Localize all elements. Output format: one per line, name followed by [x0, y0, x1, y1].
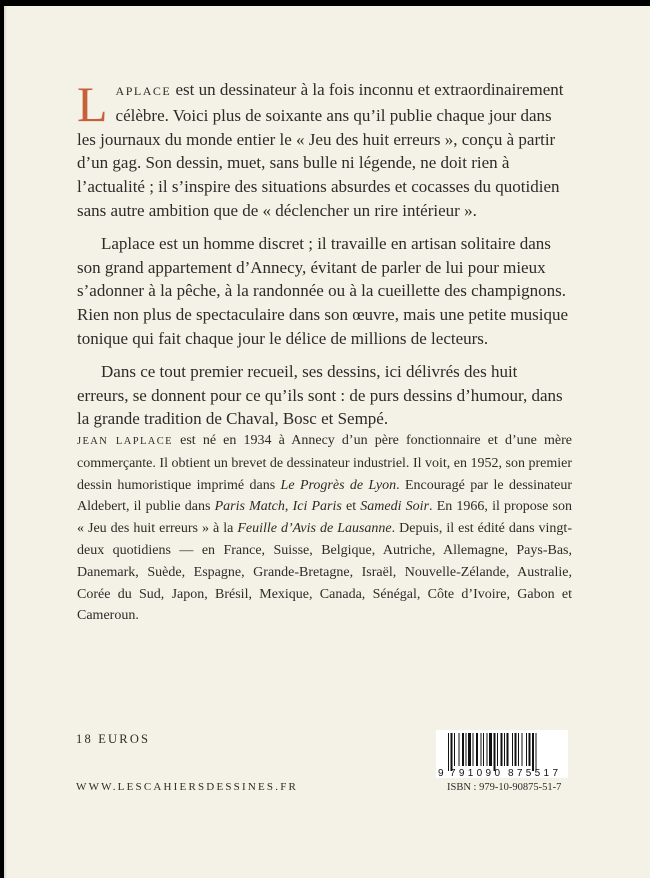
bio-text-4: et [341, 499, 361, 515]
bio-italic-ici-paris: Ici Paris [292, 499, 342, 515]
drop-cap: L [77, 76, 108, 132]
barcode-bar [512, 733, 513, 766]
bio-text-5: . En 1966, il propose son « Jeu des huit erreurs » à la [77, 499, 572, 537]
barcode-bar [466, 733, 467, 766]
barcode-bar [483, 733, 484, 766]
bio-italic-feuille-davis: Feuille d’Avis de Lausanne [237, 521, 392, 537]
intro-name-smallcaps: APLACE [115, 84, 172, 98]
author-name: JEAN LAPLACE [77, 436, 173, 447]
barcode [436, 730, 568, 778]
price-label: 18 EUROS [76, 732, 151, 746]
bio-italic-progres-de-lyon: Le Progrès de Lyon [280, 477, 397, 493]
barcode-bar [454, 733, 455, 766]
barcode-bar [487, 733, 488, 766]
barcode-bar [489, 733, 492, 766]
barcode-bar [536, 733, 537, 771]
barcode-bar [507, 733, 509, 766]
barcode-bar [497, 733, 498, 766]
barcode-bar [481, 733, 482, 766]
barcode-bar [468, 733, 471, 766]
isbn-label: ISBN : 979-10-90875-51-7 [447, 782, 562, 793]
author-bio-paragraph [77, 430, 572, 627]
barcode-bar [476, 733, 478, 766]
barcode-bar [501, 733, 503, 766]
barcode-bar [515, 733, 517, 766]
intro-paragraph-3: Dans ce tout premier recueil, ses dessins, ici délivrés des huit erreurs, se donnent pour ce qu’ils sont : de purs dessins d’humour, dans la grande tradition de Chaval, Bosc et Sempé. [77, 361, 563, 429]
bio-italic-paris-match: Paris Match [214, 499, 285, 515]
barcode-bar [462, 733, 464, 766]
barcode-digits-right: 875517 [508, 768, 558, 778]
publisher-website: WWW.LESCAHIERSDESSINES.FR [76, 781, 299, 793]
barcode-bar [529, 733, 531, 766]
bio-text-3: , [284, 499, 293, 515]
barcode-digit-lead: 9 [438, 768, 444, 778]
barcode-bar [504, 733, 505, 766]
intro-text [77, 78, 572, 440]
bio-text-6: . Depuis, il est édité dans vingt-deux quotidiens — en France, Suisse, Belgique, Autriche, Allemagne, Pays-Bas, Danemark, Suède, Espagne, Grande-Bretagne, Israël, Nouvelle-Zélande, Australie, Corée du Sud, Japon, Brésil, Mexique, Canada, Sénégal, Côte d’Ivoire, Gabon et Cameroun. [77, 521, 572, 624]
bio-text-2: . Encouragé par le dessinateur Aldebert, il publie dans [77, 477, 572, 515]
barcode-bar [448, 733, 449, 771]
bio-text-1: est né en 1934 à Annecy d’un père fonctionnaire et d’une mère commerçante. Il obtient un brevet de dessinateur industriel. Il voit, en 1952, son premier dessin humoristique imprimé dans [77, 433, 572, 493]
intro-paragraph-1-text: est un dessinateur à la fois inconnu et extraordinairement célèbre. Voici plus de soixante ans qu’il publie chaque jour dans les journaux du monde entier le « Jeu des huit erreurs », conçu à partir d’un gag. Son dessin, muet, sans bulle ni légende, ne doit rien à l’actualité ; il s’inspire des situations absurdes et cocasses du quotidien sans autre ambition que de « déclencher un rire intérieur ». [77, 80, 564, 220]
barcode-bar [459, 733, 460, 766]
intro-paragraph-2: Laplace est un homme discret ; il travaille en artisan solitaire dans son grand appartement d’Annecy, évitant de parler de lui pour mieux s’adonner à la pêche, à la randonnée ou à la cueillette des champignons. Rien non plus de spectaculaire dans son œuvre, mais une petite musique tonique qui fait chaque jour le délice de millions de lecteurs. [77, 233, 568, 348]
barcode-bar [451, 733, 453, 771]
author-bio [77, 430, 572, 627]
barcode-digits-left: 791090 [450, 768, 500, 778]
back-cover-page [4, 6, 650, 878]
barcode-bar [473, 733, 474, 766]
barcode-bar [526, 733, 527, 766]
bio-italic-samedi-soir: Samedi Soir [360, 499, 430, 515]
barcode-bar [522, 733, 523, 766]
intro-paragraph-1 [77, 78, 572, 223]
barcode-bar [532, 733, 534, 771]
barcode-bar [494, 733, 496, 771]
barcode-bar [518, 733, 519, 766]
